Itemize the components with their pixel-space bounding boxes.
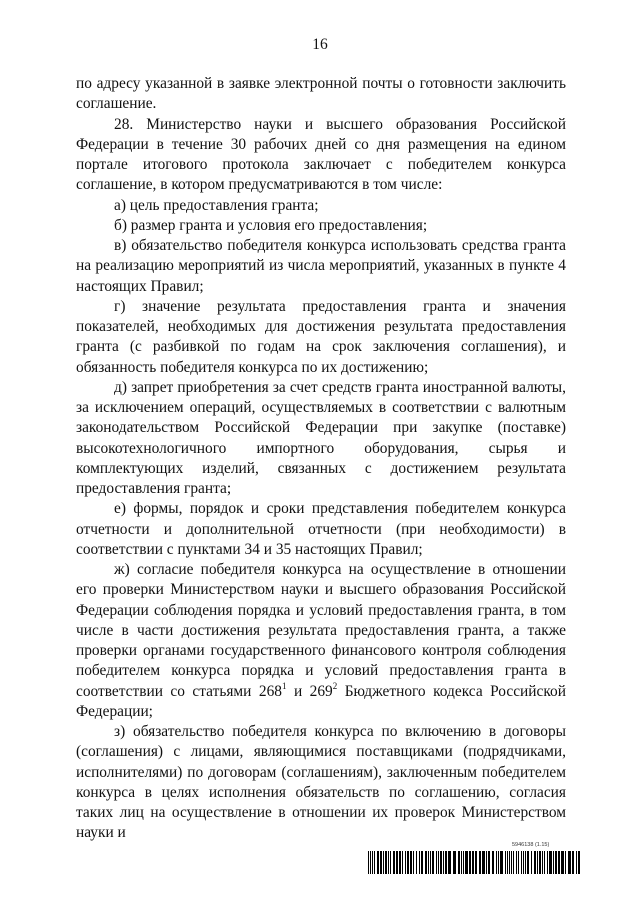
paragraph-item-e: е) формы, порядок и сроки представления победителем конкурса отчетности и дополнительной отчетности (при необходимости) в соответствии с пунктами 34 и 35 настоящих Правил; [76,500,566,558]
barcode-bar [521,851,522,874]
barcode-bar [410,851,412,874]
barcode-bar [527,851,529,874]
barcode-bar [516,851,517,874]
barcode [368,851,584,874]
barcode-bar [539,851,541,874]
barcode-bar [374,851,375,874]
paragraph-continuation: по адресу указанной в заявке электронной почты о готовности заключить соглашение. [76,75,566,113]
paragraph-item-z: з) обязательство победителя конкурса по включению в договоры (соглашения) с лицами, являющимися поставщиками (подрядчиками, исполнителями) по договорам (соглашениям), заключенным победителем конкурса в целях исполнения обязательств по соглашению, согласия таких лиц на осуществление в отношении их проверок Министерством науки и [76,723,566,842]
barcode-bar [482,851,485,874]
barcode-bar [558,851,560,874]
barcode-bar [525,851,526,874]
barcode-bar [531,851,532,874]
barcode-bar [458,851,460,874]
barcode-bar [486,851,487,874]
barcode-bar [549,851,552,874]
barcode-bar [500,851,503,874]
paragraph-item-b: б) размер гранта и условия его предоставления; [114,216,428,234]
barcode-bar [568,851,571,874]
barcode-bar [413,851,414,874]
barcode-bar [475,851,477,874]
barcode-bar [428,851,429,874]
paragraph-item-zh [76,560,566,722]
paragraph-item-zh-text-1: ж) согласие победителя конкурса на осуществление в отношении его проверки Министерством науки и высшего образования Российской Федерации соблюдения порядка и условий предоставления гранта, в том числе в части достижения результата предоставления гранта, а также проверки органами государственного финансового контроля соблюдения победителем конкурса порядка и условий предоставления гранта в соответствии со статьями 268 [76,561,566,700]
barcode-bar [430,851,431,874]
barcode-bar [523,851,524,874]
barcode-bar [372,851,373,874]
barcode-bar [496,851,497,874]
barcode-bar [368,851,369,874]
paragraph-item-zh-text-2: и 269 [286,682,333,700]
paragraph-item-g: г) значение результата предоставления гранта и значения показателей, необходимых для достижения результата предоставления гранта (с разбивкой по годам на срок заключения соглашения), и обязанность победителя конкурса по их достижению; [76,297,566,376]
barcode-bar [537,851,538,874]
paragraph-item-zh-text-3: Бюджетного кодекса Российской Федерации; [76,682,566,720]
barcode-bar [505,851,506,874]
barcode-bar [393,851,395,874]
barcode-bar [396,851,398,874]
page-number: 16 [312,36,328,53]
barcode-bar [399,851,401,874]
barcode-bar [547,851,548,874]
barcode-bar [445,851,447,874]
barcode-bar [438,851,439,874]
barcode-bar [544,851,545,874]
barcode-bar [578,851,580,874]
paragraph-item-28: 28. Министерство науки и высшего образования Российской Федерации в течение 30 рабочих дней со дня размещения на едином портале итогового протокола заключает с победителем конкурса соглашение, в котором предусматриваются в том числе: [76,115,566,194]
barcode-bar [402,851,403,874]
barcode-bar [388,851,389,874]
paragraph-item-v: в) обязательство победителя конкурса использовать средства гранта на реализацию мероприятий из числа мероприятий, указанных в пункте 4 настоящих Правил; [76,237,566,295]
barcode-bar [492,851,494,874]
barcode-bar [421,851,423,874]
barcode-bar [405,851,406,874]
barcode-bar [436,851,437,874]
barcode-bar [465,851,468,874]
barcode-bar [469,851,471,874]
barcode-bar [380,851,382,874]
barcode-bar [432,851,434,874]
barcode-bar [419,851,420,874]
barcode-bar [383,851,384,874]
barcode-bar [443,851,444,874]
barcode-bar [534,851,536,874]
barcode-bar [440,851,442,874]
paragraph-item-a: а) цель предоставления гранта; [114,196,319,214]
barcode-bar [498,851,499,874]
barcode-bar [463,851,464,874]
barcode-code: 5946138 (1.15) [512,842,550,848]
barcode-bar [448,851,451,874]
barcode-bar [370,851,371,874]
barcode-bar [553,851,554,874]
superscript-1: 1 [281,680,287,691]
barcode-bar [576,851,577,874]
barcode-bar [479,851,481,874]
barcode-bar [453,851,456,874]
barcode-bar [561,851,564,874]
barcode-bar [461,851,462,874]
barcode-bar [507,851,508,874]
barcode-bar [472,851,474,874]
barcode-bar [488,851,490,874]
barcode-bar [416,851,417,874]
document-body [76,74,566,844]
barcode-bar [565,851,566,874]
barcode-bar [509,851,510,874]
barcode-bar [425,851,427,874]
barcode-bar [385,851,387,874]
barcode-bar [555,851,557,874]
barcode-bar [513,851,514,874]
barcode-bar [572,851,574,874]
paragraph-item-d: д) запрет приобретения за счет средств гранта иностранной валюты, за исключением операций, осуществляемых в соответствии с валютным законодательством Российской Федерации при закупке (поставке) высокотехнологичного импортного оборудования, сырья и комплектующих изделий, связанных с достижением результата предоставления гранта; [76,378,566,497]
barcode-bar [518,851,519,874]
barcode-bar [511,851,512,874]
barcode-bar [542,851,543,874]
barcode-bar [390,851,391,874]
superscript-2: 2 [332,680,338,691]
barcode-bar [377,851,379,874]
barcode-bar [407,851,409,874]
